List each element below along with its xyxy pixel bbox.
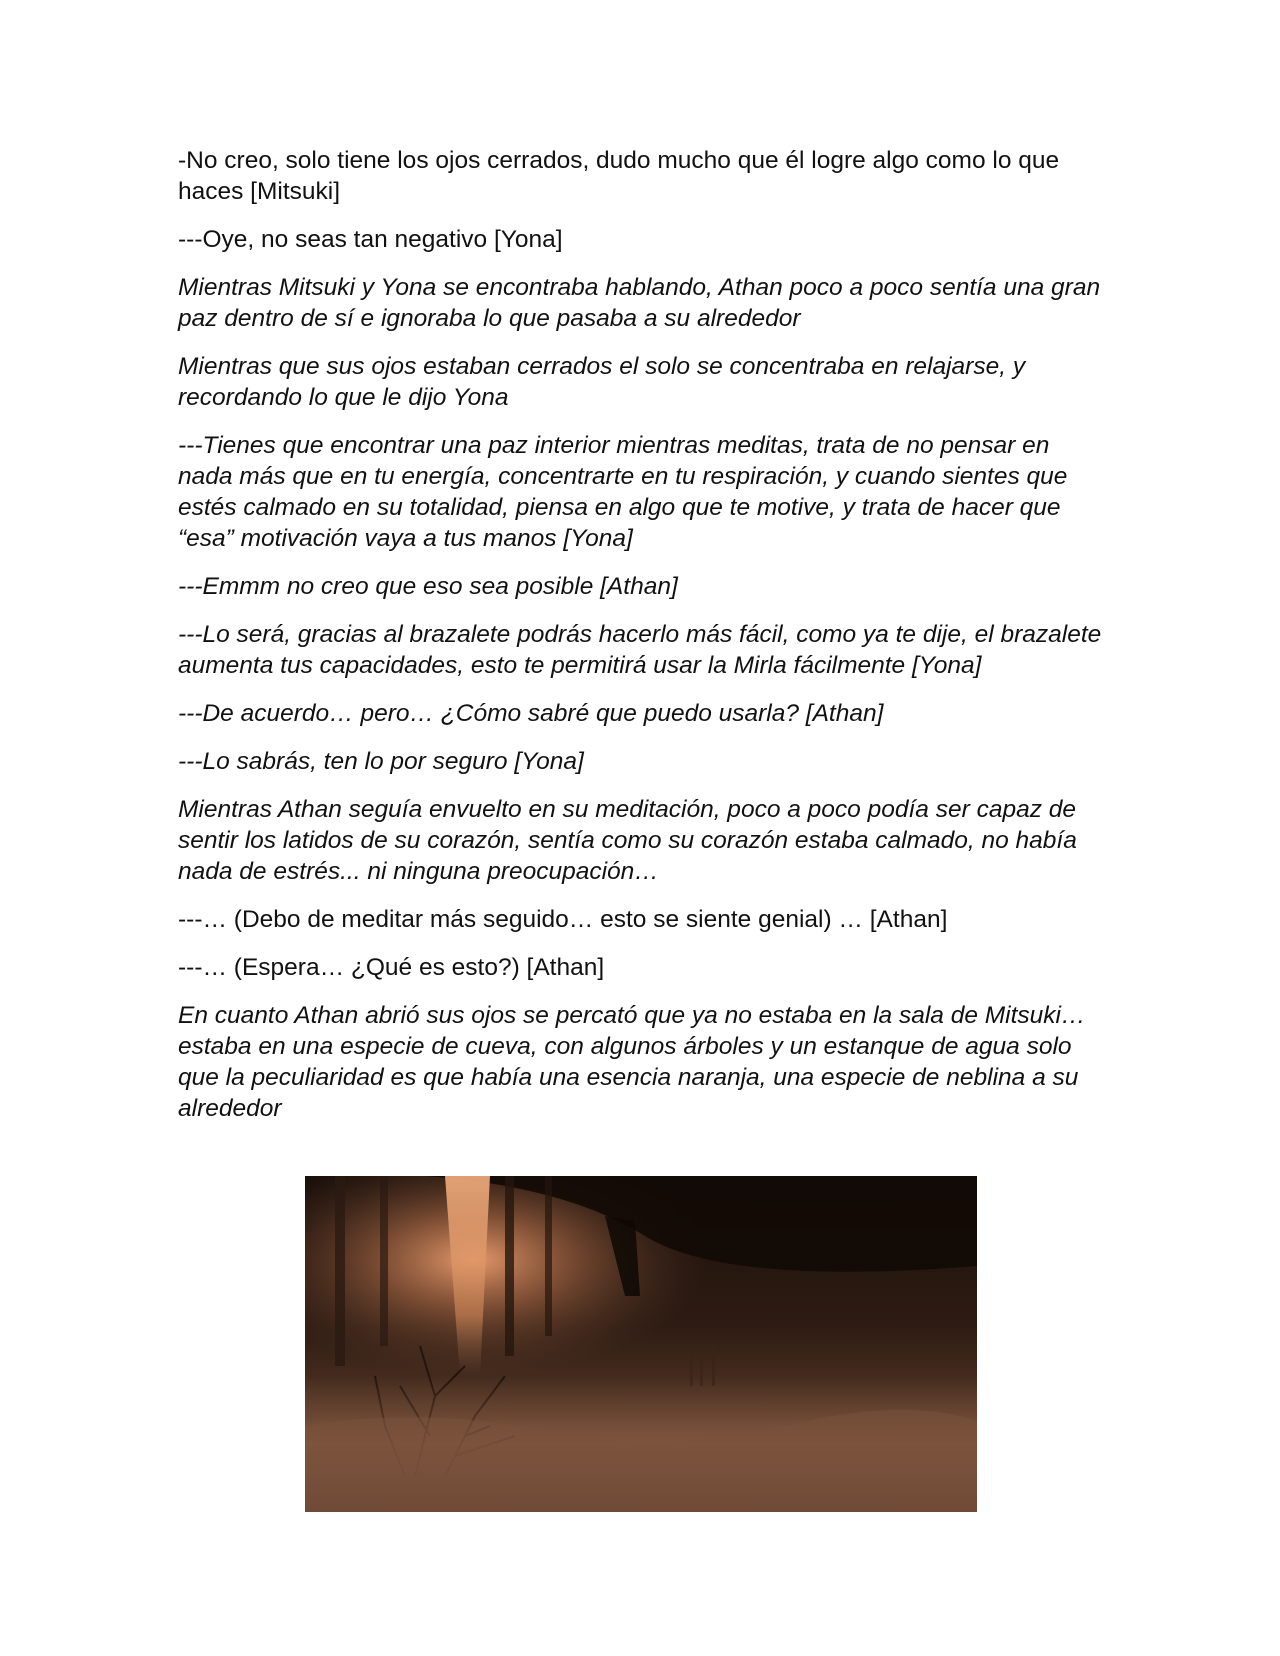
paragraph: Mientras Mitsuki y Yona se encontraba hablando, Athan poco a poco sentía una gran paz dentro de sí e ignoraba lo que pasaba a su alrededor xyxy=(178,274,1101,332)
paragraph: ---Emmm no creo que eso sea posible [Athan] xyxy=(178,573,678,600)
paragraph: -No creo, solo tiene los ojos cerrados, dudo mucho que él logre algo como lo que haces [Mitsuki] xyxy=(178,147,1060,205)
paragraph: Mientras que sus ojos estaban cerrados el solo se concentraba en relajarse, y recordando lo que le dijo Yona xyxy=(178,353,1026,411)
paragraph: ---… (Espera… ¿Qué es esto?) [Athan] xyxy=(178,954,605,981)
paragraph: En cuanto Athan abrió sus ojos se percató que ya no estaba en la sala de Mitsuki… estaba en una especie de cueva, con algunos árboles y un estanque de agua solo que la peculiaridad es que había una esencia naranja, una especie de neblina a su alrededor xyxy=(178,1002,1086,1122)
paragraph: ---Tienes que encontrar una paz interior mientras meditas, trata de no pensar en nada más que en tu energía, concentrarte en tu respiración, y cuando sientes que estés calmado en su totalidad, piensa en algo que te motive, y trata de hacer que “esa” motivación vaya a tus manos [Yona] xyxy=(178,432,1068,552)
paragraph: ---Lo será, gracias al brazalete podrás hacerlo más fácil, como ya te dije, el brazalete aumenta tus capacidades, esto te permitirá usar la Mirla fácilmente [Yona] xyxy=(178,621,1102,679)
paragraph: ---Oye, no seas tan negativo [Yona] xyxy=(178,226,563,253)
paragraph: Mientras Athan seguía envuelto en su meditación, poco a poco podía ser capaz de sentir los latidos de su corazón, sentía como su corazón estaba calmado, no había nada de estrés... ni ninguna preocupación… xyxy=(178,796,1077,885)
cave-scene-illustration xyxy=(305,1176,977,1512)
paragraph: ---Lo sabrás, ten lo por seguro [Yona] xyxy=(178,748,584,775)
paragraph: ---… (Debo de meditar más seguido… esto se siente genial) … [Athan] xyxy=(178,906,948,933)
cave-scene-image xyxy=(305,1176,977,1512)
paragraph: ---De acuerdo… pero… ¿Cómo sabré que puedo usarla? [Athan] xyxy=(178,700,884,727)
document-body xyxy=(178,145,1108,1141)
